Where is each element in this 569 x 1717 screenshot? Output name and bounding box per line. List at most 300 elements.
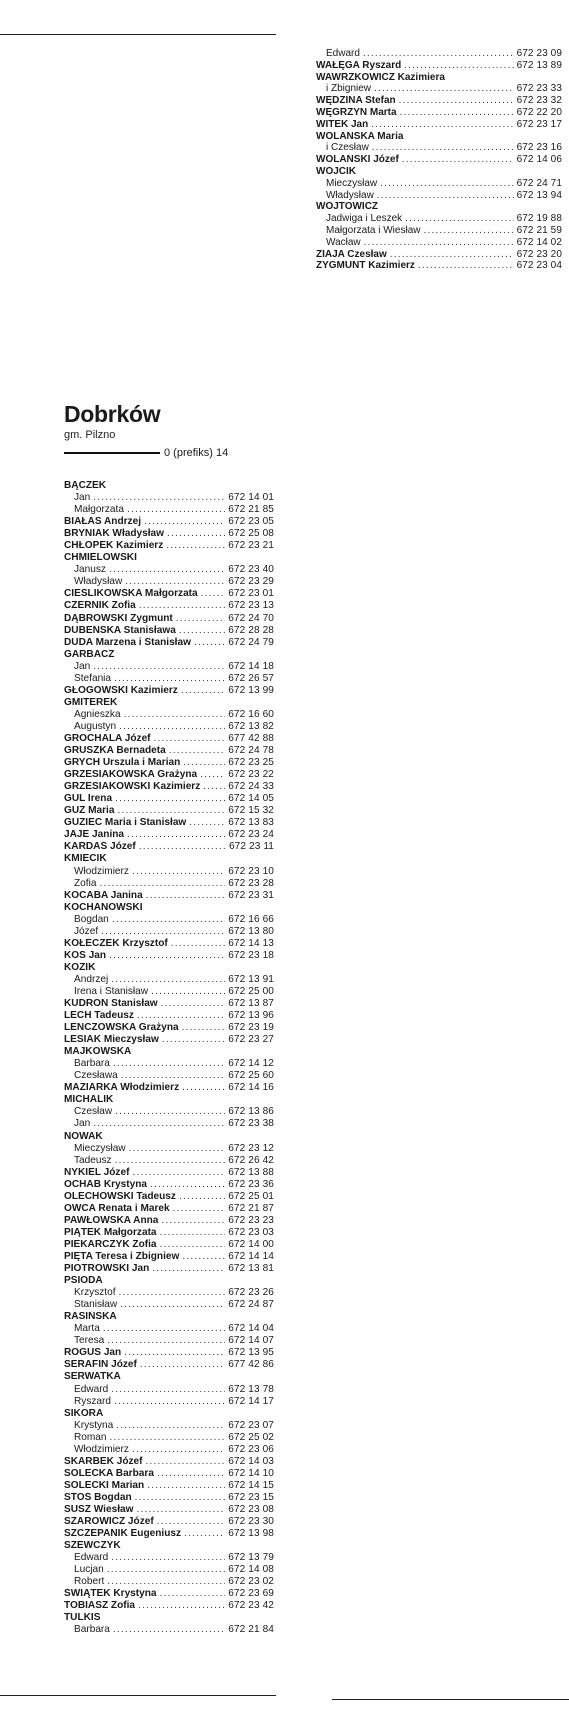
listing-entry bbox=[64, 974, 274, 986]
entry-phone-number: 672 23 26 bbox=[228, 1287, 274, 1299]
entry-phone-number: 672 23 40 bbox=[228, 564, 274, 576]
entry-phone-number: 677 42 86 bbox=[228, 1359, 274, 1371]
dot-leader bbox=[152, 1263, 225, 1275]
entry-phone-number: 672 23 13 bbox=[228, 600, 274, 612]
dot-leader bbox=[127, 829, 225, 841]
entry-name: WITEK Jan bbox=[316, 118, 369, 130]
dot-leader bbox=[107, 1576, 225, 1588]
entry-phone-number: 672 16 60 bbox=[228, 708, 274, 720]
entry-name: Stefania bbox=[74, 672, 112, 684]
entry-phone-number: 672 23 01 bbox=[228, 588, 274, 600]
listing-entry bbox=[64, 805, 274, 817]
entry-phone-number: 672 14 13 bbox=[228, 937, 274, 949]
listing-entry bbox=[64, 1347, 274, 1359]
entry-name: KUDROŃ Stanisław bbox=[64, 998, 158, 1010]
entry-name: GUL Irena bbox=[64, 793, 113, 805]
listing-entry bbox=[64, 1106, 274, 1118]
listing-entry bbox=[64, 866, 274, 878]
dot-leader bbox=[110, 1432, 226, 1444]
entry-phone-number: 672 23 16 bbox=[516, 142, 562, 154]
listing-surname-header bbox=[64, 962, 274, 974]
dot-leader bbox=[140, 1359, 225, 1371]
listing-entry bbox=[64, 1203, 274, 1215]
listing-entry bbox=[64, 1516, 274, 1528]
entry-name: Barbara bbox=[74, 1624, 110, 1636]
entry-name: WĘDZINA Stefan bbox=[316, 95, 396, 107]
entry-name: WĘGRZYN Marta bbox=[316, 106, 397, 118]
entry-name: OLECHOWSKI Tadeusz bbox=[64, 1190, 176, 1202]
dot-leader bbox=[117, 805, 225, 817]
dot-leader bbox=[113, 1058, 225, 1070]
entry-name: OCHAB Krystyna bbox=[64, 1178, 148, 1190]
entry-name: Małgorzata bbox=[74, 504, 124, 516]
entry-name: SKARBEK Józef bbox=[64, 1455, 143, 1467]
dot-leader bbox=[146, 1456, 226, 1468]
prefix-label: 0 (prefiks) 14 bbox=[164, 447, 229, 459]
entry-phone-number: 672 13 98 bbox=[228, 1528, 274, 1540]
entry-name: Krzysztof bbox=[74, 1287, 116, 1299]
listing-entry bbox=[64, 1215, 274, 1227]
entry-name: Edward bbox=[74, 1552, 109, 1564]
entry-phone-number: 672 14 12 bbox=[228, 1058, 274, 1070]
dot-leader bbox=[125, 576, 225, 588]
dot-leader bbox=[380, 178, 513, 190]
listing-entry bbox=[316, 83, 562, 95]
entry-phone-number: 672 13 88 bbox=[228, 1166, 274, 1178]
dot-leader bbox=[119, 1287, 226, 1299]
listing-entry bbox=[64, 733, 274, 745]
listing-entry bbox=[64, 878, 274, 890]
dot-leader bbox=[160, 1227, 226, 1239]
listing-entry bbox=[64, 1600, 274, 1612]
entry-name: Edward bbox=[326, 48, 360, 59]
entry-phone-number: 672 23 17 bbox=[516, 118, 562, 130]
listing-entry bbox=[64, 998, 274, 1010]
entry-name: SZEWCZYK bbox=[64, 1540, 121, 1552]
entry-phone-number: 672 23 27 bbox=[228, 1034, 274, 1046]
entry-name: Tadeusz bbox=[74, 1154, 112, 1166]
entry-name: STOŚ Bogdan bbox=[64, 1491, 132, 1503]
listing-entry bbox=[64, 1492, 274, 1504]
listing-entry bbox=[64, 1323, 274, 1335]
entry-name: Czesław bbox=[74, 1106, 113, 1118]
entry-name: PIĘTA Teresa i Zbigniew bbox=[64, 1251, 180, 1262]
entry-name: SOLECKI Marian bbox=[64, 1479, 145, 1491]
dot-leader bbox=[138, 1600, 225, 1612]
entry-phone-number: 672 23 12 bbox=[228, 1142, 274, 1154]
entry-name: i Zbigniew bbox=[326, 83, 372, 95]
entry-name: Teresa bbox=[74, 1335, 105, 1347]
entry-phone-number: 672 23 36 bbox=[228, 1178, 274, 1190]
dot-leader bbox=[161, 1215, 225, 1227]
entry-phone-number: 672 14 04 bbox=[228, 1323, 274, 1335]
entry-phone-number: 672 23 15 bbox=[228, 1491, 274, 1503]
entry-phone-number: 672 23 24 bbox=[228, 829, 274, 841]
entry-phone-number: 672 23 33 bbox=[516, 83, 562, 95]
entry-name: LENCZOWSKA Grażyna bbox=[64, 1022, 179, 1034]
listing-entry bbox=[64, 1432, 274, 1444]
entry-name: SZCZEPANIK Eugeniusz bbox=[64, 1528, 182, 1540]
entry-phone-number: 672 23 29 bbox=[228, 576, 274, 588]
listing-surname-header bbox=[64, 480, 274, 492]
dot-leader bbox=[112, 914, 225, 926]
listing-entry bbox=[64, 1564, 274, 1576]
dot-leader bbox=[157, 1468, 225, 1480]
entry-name: DUBEŃSKA Stanisława bbox=[64, 624, 176, 636]
entry-name: SERAFIN Józef bbox=[64, 1359, 137, 1371]
dot-leader bbox=[132, 1444, 225, 1456]
entry-phone-number: 672 23 08 bbox=[228, 1503, 274, 1515]
listing-entry bbox=[64, 781, 274, 793]
listing-entry bbox=[316, 60, 562, 72]
dot-leader bbox=[162, 1034, 225, 1046]
entry-name: Stanisław bbox=[74, 1299, 118, 1311]
dot-leader bbox=[101, 926, 225, 938]
entry-name: KMIECIK bbox=[64, 853, 107, 865]
listing-surname-header bbox=[64, 697, 274, 709]
dot-leader bbox=[115, 1155, 226, 1167]
dot-leader bbox=[189, 817, 225, 829]
dot-leader bbox=[405, 213, 513, 225]
dot-leader bbox=[107, 1335, 225, 1347]
dot-leader bbox=[372, 142, 514, 154]
listing-entry bbox=[64, 661, 274, 673]
entry-name: Zofia bbox=[74, 877, 97, 889]
entry-name: ZIAJA Czesław bbox=[316, 248, 387, 260]
entry-name: DUDA Marzena i Stanisław bbox=[64, 636, 191, 648]
listing-entry bbox=[64, 1504, 274, 1516]
entry-phone-number: 672 23 18 bbox=[228, 949, 274, 961]
listing-surname-header bbox=[316, 201, 562, 213]
listing-surname-header bbox=[64, 1540, 274, 1552]
entry-phone-number: 672 23 21 bbox=[228, 540, 274, 552]
dot-leader bbox=[377, 190, 514, 202]
entry-name: Władysław bbox=[326, 189, 374, 201]
dot-leader bbox=[161, 998, 226, 1010]
entry-name: LESIAK Mieczysław bbox=[64, 1034, 159, 1046]
dot-leader bbox=[139, 600, 225, 612]
dot-leader bbox=[136, 1504, 225, 1516]
dot-leader bbox=[400, 107, 514, 119]
listing-entry bbox=[64, 1143, 274, 1155]
entry-phone-number: 672 13 96 bbox=[228, 1010, 274, 1022]
entry-phone-number: 672 23 19 bbox=[228, 1022, 274, 1034]
entry-name: MAJKOWSKA bbox=[64, 1046, 132, 1058]
listing-entry bbox=[316, 107, 562, 119]
listing-entry bbox=[64, 1179, 274, 1191]
listing-surname-header bbox=[316, 72, 562, 84]
listing-entry bbox=[64, 637, 274, 649]
listing-entry bbox=[64, 1287, 274, 1299]
entry-name: PIĄTEK Małgorzata bbox=[64, 1226, 157, 1238]
listing-entry bbox=[64, 540, 274, 552]
dot-leader bbox=[154, 733, 226, 745]
dot-leader bbox=[115, 793, 225, 805]
dot-leader bbox=[201, 588, 226, 600]
entry-phone-number: 672 23 32 bbox=[516, 95, 562, 107]
listing-surname-header bbox=[316, 166, 562, 178]
listing-entry bbox=[64, 576, 274, 588]
entry-name: Jan bbox=[74, 660, 91, 672]
dot-leader bbox=[124, 1347, 225, 1359]
listing-surname-header bbox=[64, 1408, 274, 1420]
listing-entry bbox=[64, 1167, 274, 1179]
dot-leader bbox=[132, 1167, 225, 1179]
entry-name: MICHALIK bbox=[64, 1094, 114, 1106]
dot-leader bbox=[374, 83, 514, 95]
dot-leader bbox=[171, 938, 225, 950]
listing-entry bbox=[64, 1396, 274, 1408]
dot-leader bbox=[402, 154, 514, 166]
entry-phone-number: 672 23 09 bbox=[516, 48, 562, 59]
listing-entry bbox=[64, 1227, 274, 1239]
entry-phone-number: 672 23 23 bbox=[228, 1214, 274, 1226]
listing-entry bbox=[64, 926, 274, 938]
listing-surname-header bbox=[64, 1131, 274, 1143]
listing-entry bbox=[64, 1552, 274, 1564]
entry-name: Władysław bbox=[74, 576, 123, 588]
dot-leader bbox=[113, 1624, 225, 1636]
entry-name: GUZIEC Maria i Stanisław bbox=[64, 817, 187, 829]
dot-leader bbox=[166, 540, 225, 552]
dot-leader bbox=[103, 1323, 225, 1335]
entry-name: Roman bbox=[74, 1431, 107, 1443]
listing-entry bbox=[64, 1335, 274, 1347]
listing-entry bbox=[64, 528, 274, 540]
entry-name: i Czesław bbox=[326, 142, 369, 154]
entry-name: Jan bbox=[74, 1118, 91, 1130]
entry-name: Robert bbox=[74, 1576, 105, 1588]
listing-entry bbox=[64, 1384, 274, 1396]
section-subtitle: gm. Pilzno bbox=[64, 429, 116, 441]
listing-entry bbox=[64, 1468, 274, 1480]
entry-phone-number: 672 13 81 bbox=[228, 1263, 274, 1275]
entry-name: Lucjan bbox=[74, 1564, 104, 1576]
listing-entry bbox=[64, 1118, 274, 1130]
dot-leader bbox=[132, 866, 225, 878]
entry-name: JAJE Janina bbox=[64, 829, 125, 841]
listing-entry bbox=[64, 709, 274, 721]
dot-leader bbox=[363, 48, 514, 60]
dot-leader bbox=[135, 1492, 226, 1504]
dot-leader bbox=[111, 1384, 225, 1396]
continued-listing-column bbox=[316, 48, 562, 272]
dot-leader bbox=[120, 1299, 225, 1311]
entry-phone-number: 672 13 95 bbox=[228, 1347, 274, 1359]
listing-entry bbox=[64, 504, 274, 516]
entry-name: GMITEREK bbox=[64, 696, 118, 708]
entry-name: WOLAŃSKI Józef bbox=[316, 154, 399, 166]
listing-entry bbox=[64, 1251, 274, 1263]
entry-phone-number: 672 21 59 bbox=[516, 224, 562, 236]
entry-name: PSIODA bbox=[64, 1275, 103, 1287]
dot-leader bbox=[179, 625, 225, 637]
entry-name: Jadwiga i Leszek bbox=[326, 213, 403, 225]
dot-leader bbox=[124, 709, 226, 721]
listing-entry bbox=[64, 793, 274, 805]
entry-phone-number: 672 21 84 bbox=[228, 1624, 274, 1636]
entry-phone-number: 672 13 94 bbox=[516, 189, 562, 201]
entry-phone-number: 672 24 70 bbox=[228, 612, 274, 624]
entry-phone-number: 672 24 79 bbox=[228, 636, 274, 648]
entry-phone-number: 672 13 78 bbox=[228, 1383, 274, 1395]
section-title: Dobrków bbox=[64, 401, 161, 427]
entry-name: GRYCH Urszula i Marian bbox=[64, 757, 181, 769]
listing-entry bbox=[316, 225, 562, 237]
entry-name: Mieczysław bbox=[326, 177, 378, 189]
dot-leader bbox=[157, 1516, 225, 1528]
entry-phone-number: 672 23 06 bbox=[228, 1443, 274, 1455]
dot-leader bbox=[371, 119, 513, 131]
listing-surname-header bbox=[64, 1275, 274, 1287]
entry-name: Bogdan bbox=[74, 913, 109, 925]
entry-name: WAŁĘGA Ryszard bbox=[316, 59, 402, 71]
dot-leader bbox=[114, 673, 225, 685]
entry-name: GUZ Maria bbox=[64, 805, 115, 817]
entry-name: KOCABA Janina bbox=[64, 889, 143, 901]
entry-phone-number: 672 24 87 bbox=[228, 1299, 274, 1311]
dot-leader bbox=[127, 504, 225, 516]
listing-surname-header bbox=[64, 649, 274, 661]
entry-phone-number: 672 14 17 bbox=[228, 1395, 274, 1407]
entry-name: WOLAŃSKA Maria bbox=[316, 130, 404, 142]
entry-phone-number: 672 23 04 bbox=[516, 260, 562, 272]
listing-entry bbox=[64, 588, 274, 600]
listing-entry bbox=[64, 600, 274, 612]
entry-phone-number: 672 24 33 bbox=[228, 781, 274, 793]
listing-entry bbox=[316, 142, 562, 154]
entry-phone-number: 672 25 60 bbox=[228, 1070, 274, 1082]
entry-phone-number: 672 23 30 bbox=[228, 1516, 274, 1528]
dot-leader bbox=[200, 769, 225, 781]
entry-name: Agnieszka bbox=[74, 708, 121, 720]
entry-phone-number: 672 14 08 bbox=[228, 1564, 274, 1576]
entry-phone-number: 672 26 42 bbox=[228, 1154, 274, 1166]
entry-name: WÓJCIK bbox=[316, 165, 356, 177]
listing-entry bbox=[316, 48, 562, 60]
entry-name: KARDAŚ Józef bbox=[64, 841, 136, 853]
dot-leader bbox=[147, 1480, 225, 1492]
entry-name: GARBACZ bbox=[64, 648, 115, 660]
entry-phone-number: 672 23 02 bbox=[228, 1576, 274, 1588]
entry-phone-number: 672 23 28 bbox=[228, 877, 274, 889]
dot-leader bbox=[184, 1528, 225, 1540]
entry-name: Małgorzata i Wiesław bbox=[326, 224, 421, 236]
dot-leader bbox=[144, 516, 225, 528]
listing-entry bbox=[64, 841, 274, 853]
entry-name: NYKIEL Józef bbox=[64, 1166, 130, 1178]
listing-entry bbox=[64, 1624, 274, 1636]
dot-leader bbox=[109, 950, 225, 962]
entry-name: NOWAK bbox=[64, 1130, 103, 1142]
entry-phone-number: 672 23 25 bbox=[228, 757, 274, 769]
listing-entry bbox=[316, 190, 562, 202]
entry-phone-number: 672 13 80 bbox=[228, 925, 274, 937]
dobrkow-listing-column bbox=[64, 480, 274, 1637]
listing-entry bbox=[64, 1263, 274, 1275]
entry-phone-number: 672 13 87 bbox=[228, 998, 274, 1010]
dot-leader bbox=[114, 1396, 225, 1408]
entry-phone-number: 672 23 10 bbox=[228, 865, 274, 877]
entry-phone-number: 672 14 03 bbox=[228, 1455, 274, 1467]
entry-name: ROGUS Jan bbox=[64, 1347, 122, 1359]
entry-phone-number: 672 21 87 bbox=[228, 1202, 274, 1214]
entry-name: MAZIARKA Włodzimierz bbox=[64, 1082, 180, 1094]
entry-phone-number: 672 13 89 bbox=[516, 59, 562, 71]
listing-entry bbox=[64, 516, 274, 528]
dot-leader bbox=[176, 613, 225, 625]
entry-phone-number: 672 23 11 bbox=[228, 841, 274, 853]
entry-name: SUSZ Wiesław bbox=[64, 1503, 134, 1515]
entry-name: GRUSZKA Bernadeta bbox=[64, 745, 166, 757]
entry-phone-number: 672 23 07 bbox=[228, 1419, 274, 1431]
listing-entry bbox=[316, 260, 562, 272]
listing-entry bbox=[64, 1444, 274, 1456]
entry-name: GRZESIAKOWSKI Kazimierz bbox=[64, 781, 201, 793]
entry-name: Augustyn bbox=[74, 720, 117, 732]
entry-name: SZAROWICZ Józef bbox=[64, 1516, 154, 1528]
entry-phone-number: 672 14 05 bbox=[228, 793, 274, 805]
listing-entry bbox=[64, 817, 274, 829]
entry-name: Jan bbox=[74, 492, 91, 504]
dot-leader bbox=[160, 1588, 226, 1600]
dot-leader bbox=[137, 1010, 225, 1022]
entry-phone-number: 672 28 28 bbox=[228, 624, 274, 636]
listing-entry bbox=[64, 1010, 274, 1022]
entry-name: BĄCZEK bbox=[64, 480, 107, 491]
entry-phone-number: 672 14 06 bbox=[516, 154, 562, 166]
listing-entry bbox=[64, 625, 274, 637]
entry-name: ŚWIĄTEK Krystyna bbox=[64, 1588, 157, 1600]
listing-entry bbox=[64, 1058, 274, 1070]
dot-leader bbox=[121, 1070, 225, 1082]
entry-name: GRZESIAKOWSKA Grażyna bbox=[64, 769, 198, 781]
entry-name: PIOTROWSKI Jan bbox=[64, 1263, 150, 1275]
listing-surname-header bbox=[316, 131, 562, 143]
dot-leader bbox=[93, 661, 225, 673]
entry-name: SERWATKA bbox=[64, 1371, 121, 1383]
prefix-line bbox=[64, 452, 160, 454]
dot-leader bbox=[181, 685, 225, 697]
entry-phone-number: 672 14 02 bbox=[516, 236, 562, 248]
dot-leader bbox=[93, 492, 225, 504]
entry-phone-number: 672 16 66 bbox=[228, 913, 274, 925]
listing-surname-header bbox=[64, 552, 274, 564]
dot-leader bbox=[107, 1564, 225, 1576]
dot-leader bbox=[179, 1191, 225, 1203]
listing-entry bbox=[64, 613, 274, 625]
dot-leader bbox=[93, 1118, 225, 1130]
dot-leader bbox=[169, 745, 225, 757]
dot-leader bbox=[390, 249, 514, 261]
dot-leader bbox=[404, 60, 513, 72]
dot-leader bbox=[129, 1143, 226, 1155]
dot-leader bbox=[111, 1552, 225, 1564]
dot-leader bbox=[399, 95, 514, 107]
entry-name: Józef bbox=[74, 925, 99, 937]
listing-surname-header bbox=[64, 1311, 274, 1323]
listing-entry bbox=[316, 213, 562, 225]
dot-leader bbox=[116, 1420, 225, 1432]
entry-name: Włodzimierz bbox=[74, 1443, 129, 1455]
entry-phone-number: 672 14 07 bbox=[228, 1335, 274, 1347]
listing-entry bbox=[64, 685, 274, 697]
prefix-row bbox=[64, 446, 264, 460]
listing-entry bbox=[64, 986, 274, 998]
listing-entry bbox=[64, 1155, 274, 1167]
listing-entry bbox=[316, 237, 562, 249]
entry-name: KOCHANOWSKI bbox=[64, 901, 143, 913]
